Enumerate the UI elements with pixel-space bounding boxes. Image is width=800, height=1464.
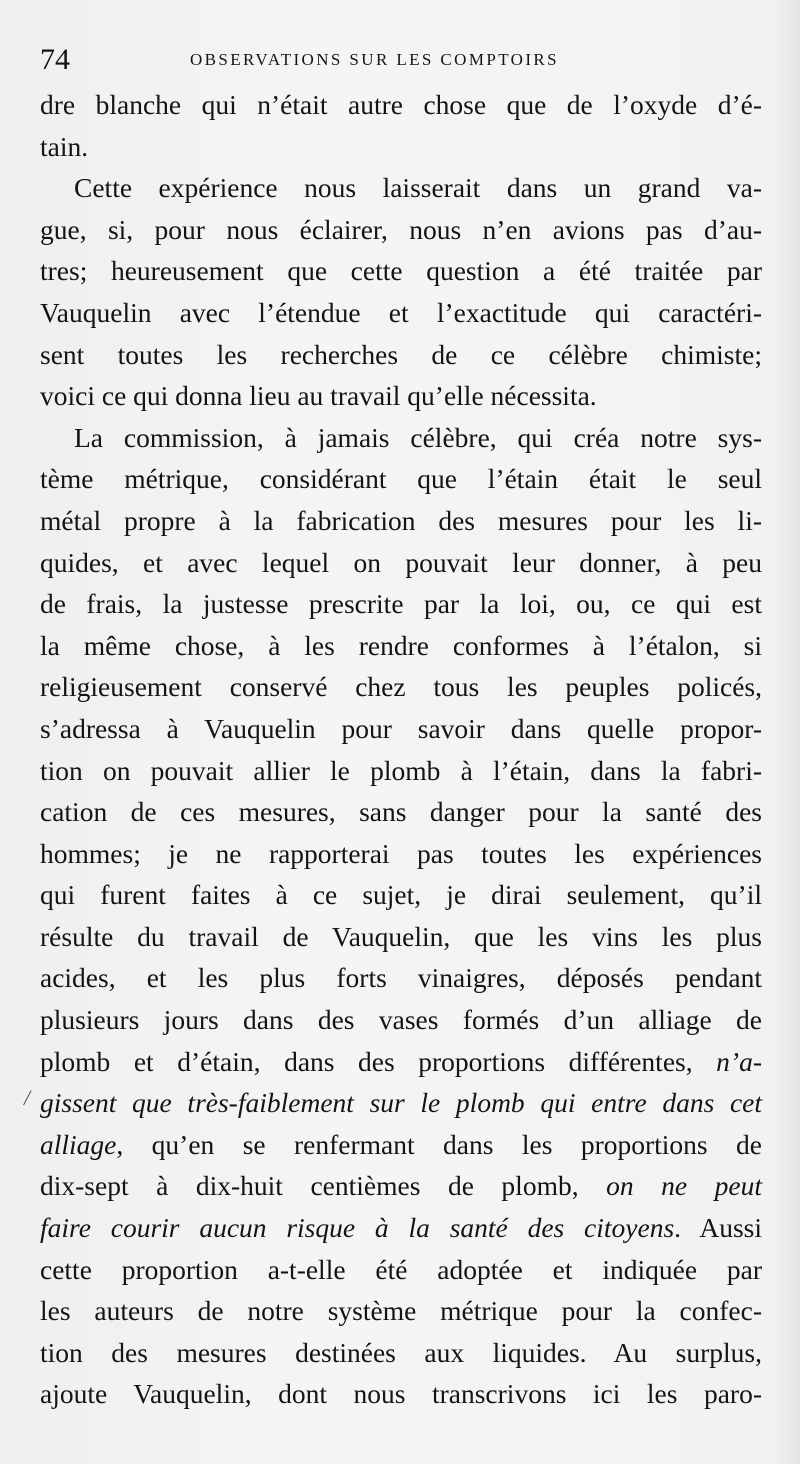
text-line — [40, 1082, 762, 1124]
text-line — [40, 1207, 762, 1249]
text-line: cette proportion a-t-elle été adoptée et indiquée par — [40, 1253, 762, 1285]
text-line: tres; heureusement que cette question a été traitée par — [40, 255, 762, 287]
italic-run: on ne peut — [606, 1170, 762, 1202]
italic-run: gissent que très-faiblement sur le plomb qui entre dans cet — [40, 1087, 762, 1119]
text-line: les auteurs de notre système métrique pour la confec- — [40, 1295, 762, 1327]
text-line: hommes; je ne rapporterai pas toutes les expériences — [40, 837, 762, 869]
page-header — [40, 40, 760, 80]
text-line: sent toutes les recherches de ce célèbre chimiste; — [40, 338, 762, 370]
text-line: de frais, la justesse prescrite par la loi, ou, ce qui est — [40, 588, 762, 620]
body-text — [40, 84, 762, 1415]
text-line: voici ce qui donna lieu au travail qu’elle nécessita. — [40, 380, 597, 412]
text-line: métal propre à la fabrication des mesures pour les li- — [40, 504, 762, 536]
text-line — [40, 1124, 762, 1166]
text-line: quides, et avec lequel on pouvait leur donner, à peu — [40, 546, 762, 578]
text-line — [40, 1041, 762, 1083]
page-edge-shadow — [772, 0, 800, 1464]
text-line: Cette expérience nous laisserait dans un grand va- — [74, 172, 762, 204]
text-line: Vauquelin avec l’étendue et l’exactitude qui caractéri- — [40, 296, 762, 328]
text-line: religieusement conservé chez tous les peuples policés, — [40, 671, 762, 703]
text-line: qui furent faites à ce sujet, je dirai seulement, qu’il — [40, 879, 762, 911]
text-line — [40, 1165, 762, 1207]
text-line: résulte du travail de Vauquelin, que les vins les plus — [40, 920, 762, 952]
text-line: ajoute Vauquelin, dont nous transcrivons ici les paro- — [40, 1378, 762, 1410]
running-head: OBSERVATIONS SUR LES COMPTOIRS — [190, 50, 560, 69]
text-line: gue, si, pour nous éclairer, nous n’en avions pas d’au- — [40, 213, 762, 245]
text-line: tème métrique, considérant que l’étain était le seul — [40, 463, 762, 495]
text-line: cation de ces mesures, sans danger pour la santé des — [40, 796, 762, 828]
page-number: 74 — [40, 43, 70, 76]
text-line: acides, et les plus forts vinaigres, déposés pendant — [40, 962, 762, 994]
text-line: La commission, à jamais célèbre, qui créa notre sys- — [74, 421, 762, 453]
italic-run: faire courir aucun risque à la santé des citoyens — [40, 1212, 675, 1244]
text-run: dix-sept à dix-huit centièmes de plomb, — [40, 1170, 607, 1202]
italic-run: n’a- — [716, 1045, 762, 1077]
text-line: tain. — [40, 130, 89, 162]
text-line: s’adressa à Vauquelin pour savoir dans quelle propor- — [40, 712, 762, 744]
text-line: plusieurs jours dans des vases formés d’un alliage de — [40, 1004, 762, 1036]
text-line: tion on pouvait allier le plomb à l’étain, dans la fabri- — [40, 754, 762, 786]
margin-mark: / — [24, 1085, 31, 1110]
text-line: tion des mesures destinées aux liquides. Au surplus, — [40, 1336, 762, 1368]
text-run: . Aussi — [674, 1212, 762, 1244]
text-line: dre blanche qui n’était autre chose que de l’oxyde d’é- — [40, 89, 762, 120]
text-run: plomb et d’étain, dans des proportions différentes, — [40, 1045, 717, 1077]
text-run: , qu’en se renfermant dans les proportions de — [116, 1128, 762, 1160]
text-line: la même chose, à les rendre conformes à l’étalon, si — [40, 629, 762, 661]
italic-run: alliage — [40, 1128, 117, 1160]
